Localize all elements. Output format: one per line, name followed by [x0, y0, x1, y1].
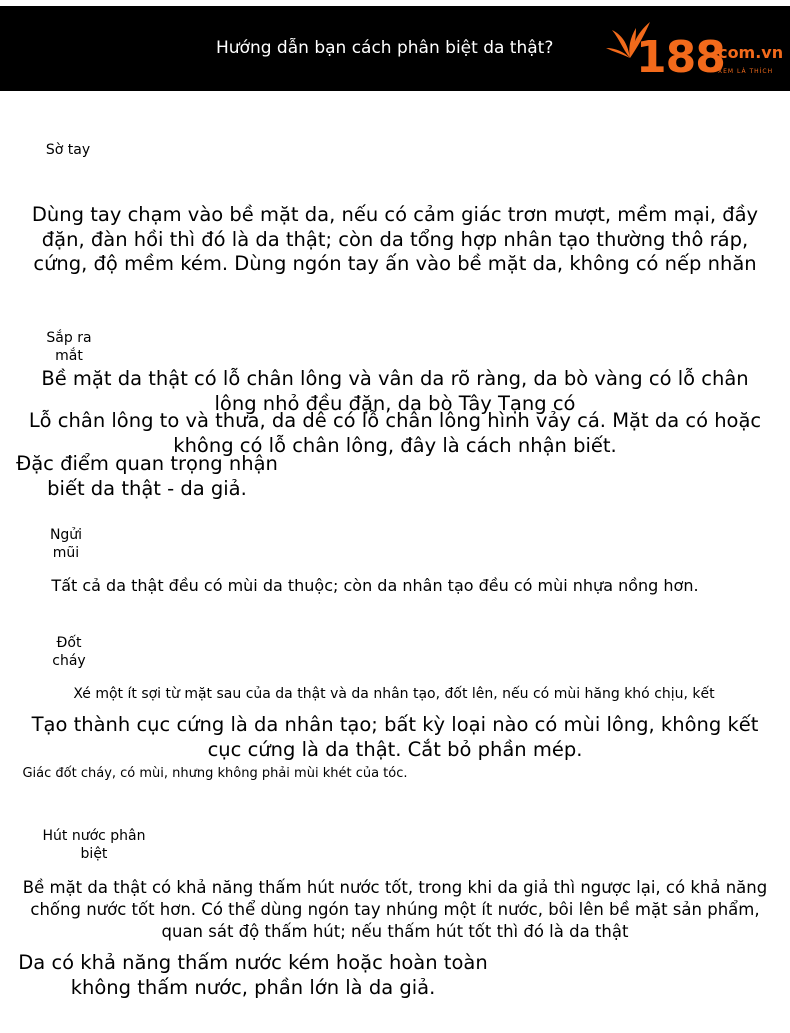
section-text-smell: Tất cả da thật đều có mùi da thuộc; còn da nhân tạo đều có mùi nhựa nồng hơn. — [51, 576, 699, 595]
section-label-touch: Sờ tay — [45, 142, 91, 158]
section-text-water-2: Da có khả năng thấm nước kém hoặc hoàn toàn không thấm nước, phần lớn là da giả. — [18, 951, 488, 999]
page-header — [0, 6, 790, 91]
section-text-look-3: Đặc điểm quan trọng nhận biết da thật - da giả. — [16, 452, 278, 500]
section-label-smell: Ngửi mũi — [49, 527, 83, 561]
section-text-burn-3: Giác đốt cháy, có mùi, nhưng không phải mùi khét của tóc. — [22, 766, 408, 781]
brand-logo[interactable] — [606, 18, 786, 90]
section-text-burn-2: Tạo thành cục cứng là da nhân tạo; bất kỳ loại nào có mùi lông, không kết cục cứng là da thật. Cắt bỏ phần mép. — [31, 713, 759, 761]
section-text-touch: Dùng tay chạm vào bề mặt da, nếu có cảm giác trơn mượt, mềm mại, đầy đặn, đàn hồi thì đó là da thật; còn da tổng hợp nhân tạo thường thô ráp, cứng, độ mềm kém. Dùng ngón tay ấn vào bề mặt da, không có nếp nhăn — [31, 203, 759, 275]
section-label-look: Sắp ra mắt — [46, 330, 92, 364]
section-text-water-1: Bề mặt da thật có khả năng thấm hút nước tốt, trong khi da giả thì ngược lại, có khả năng chống nước tốt hơn. Có thể dùng ngón tay nhúng một ít nước, bôi lên bề mặt sản phẩm, quan sát độ thấm hút; nếu thấm hút tốt thì đó là da thật — [22, 878, 768, 941]
logo-domain: .com.vn — [712, 43, 784, 62]
page-title: Hướng dẫn bạn cách phân biệt da thật? — [216, 38, 554, 58]
logo-tagline: XEM LÀ THÍCH — [718, 68, 774, 75]
section-label-water: Hút nước phân biệt — [42, 828, 146, 862]
section-text-look-1: Bề mặt da thật có lỗ chân lông và vân da rõ ràng, da bò vàng có lỗ chân lông nhỏ đều đặn, da bò Tây Tạng có — [41, 367, 749, 415]
section-text-burn-1: Xé một ít sợi từ mặt sau của da thật và da nhân tạo, đốt lên, nếu có mùi hăng khó chịu, kết — [73, 686, 715, 702]
section-text-look-2: Lỗ chân lông to và thưa, da dê có lỗ chân lông hình vảy cá. Mặt da có hoặc không có lỗ chân lông, đây là cách nhận biết. — [28, 409, 762, 457]
logo-number: 188 — [636, 32, 725, 83]
section-label-burn: Đốt cháy — [52, 635, 86, 669]
